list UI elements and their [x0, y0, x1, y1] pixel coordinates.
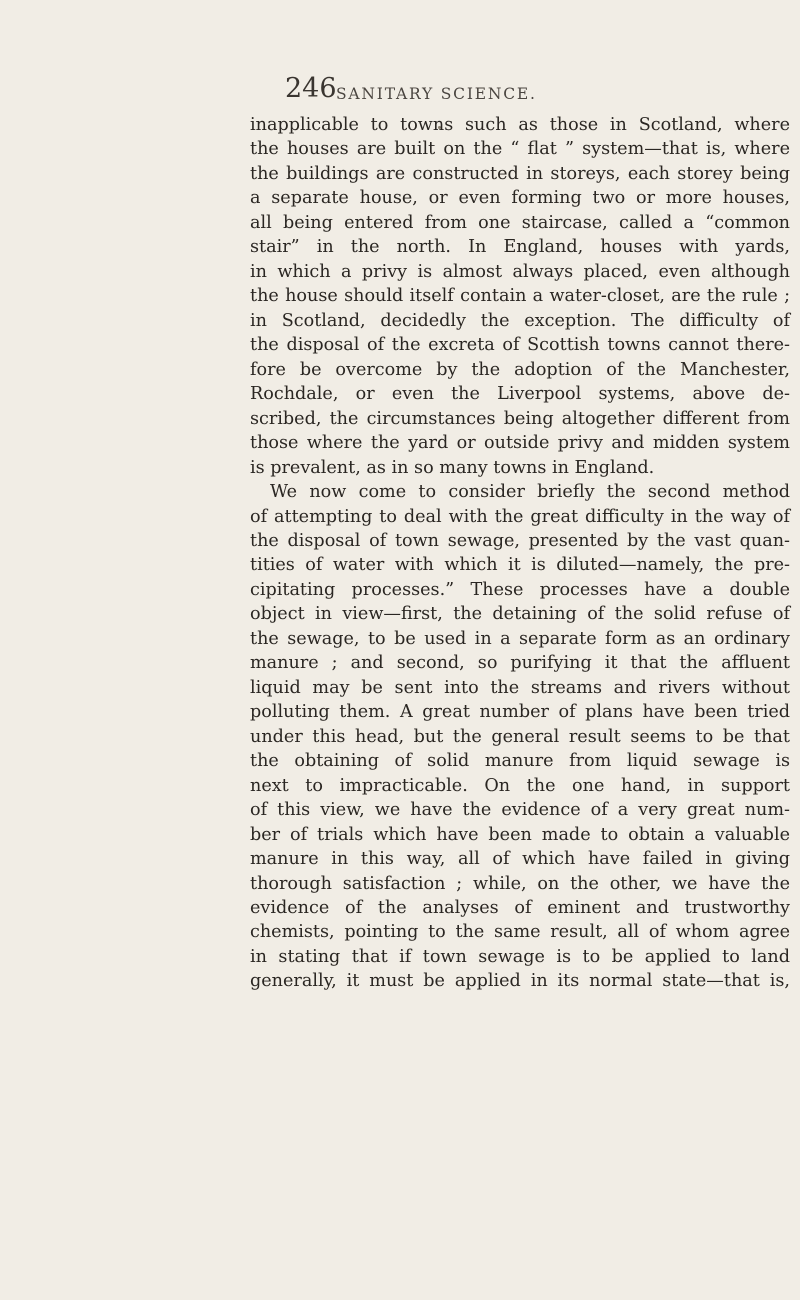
text-line: generally, it must be applied in its normal state—that is,: [250, 971, 790, 992]
text-line: all being entered from one staircase, called a “common: [250, 212, 790, 233]
text-line: tities of water with which it is diluted—namely, the pre-: [250, 555, 790, 576]
text-line: object in view—first, the detaining of the solid refuse of: [250, 604, 790, 625]
text-line: the sewage, to be used in a separate form as an ordinary: [250, 628, 790, 649]
text-line: a separate house, or even forming two or more houses,: [250, 188, 790, 209]
text-line: in Scotland, decidedly the exception. The difficulty of: [250, 310, 790, 331]
text-line: evidence of the analyses of eminent and trustworthy: [250, 898, 790, 918]
text-line: manure in this way, all of which have failed in giving: [250, 849, 790, 870]
text-line: stair” in the north. In England, houses with yards,: [250, 237, 790, 258]
text-line: the disposal of the excreta of Scottish towns cannot there-: [250, 335, 790, 356]
text-line: the buildings are constructed in storeys, each storey being: [250, 163, 790, 184]
text-line: fore be overcome by the adoption of the Manchester,: [250, 359, 790, 380]
text-line: of this view, we have the evidence of a very great num-: [250, 800, 790, 821]
text-line: Rochdale, or even the Liverpool systems, above de-: [250, 384, 790, 405]
text-line: inapplicable to towns such as those in Scotland, where: [250, 115, 790, 135]
text-line: chemists, pointing to the same result, all of whom agree: [250, 922, 790, 943]
running-title: SANITARY SCIENCE.: [336, 85, 537, 103]
text-line: liquid may be sent into the streams and rivers without: [250, 677, 790, 698]
paragraph-start-line: We now come to consider briefly the second method: [270, 482, 790, 503]
text-line: thorough satisfaction ; while, on the other, we have the: [250, 873, 790, 894]
text-line: the obtaining of solid manure from liquid sewage is: [250, 751, 790, 772]
body-text: [250, 113, 790, 994]
text-line: in which a privy is almost always placed, even although: [250, 261, 790, 282]
text-line: manure ; and second, so purifying it that the affluent: [250, 653, 790, 674]
text-line: next to impracticable. On the one hand, in support: [250, 775, 790, 796]
paragraph-end-line: is prevalent, as in so many towns in England.: [250, 457, 655, 478]
text-line: in stating that if town sewage is to be applied to land: [250, 946, 790, 967]
page-number: 246: [285, 73, 337, 104]
text-line: under this head, but the general result seems to be that: [250, 726, 790, 747]
text-line: ber of trials which have been made to obtain a valuable: [250, 824, 790, 845]
text-line: those where the yard or outside privy and midden system: [250, 433, 790, 454]
text-line: polluting them. A great number of plans have been tried: [250, 702, 790, 723]
text-line: of attempting to deal with the great difficulty in the way of: [250, 506, 790, 527]
text-line: the disposal of town sewage, presented by the vast quan-: [250, 530, 790, 551]
text-line: the house should itself contain a water-closet, are the rule ;: [250, 286, 790, 307]
text-line: cipitating processes.” These processes have a double: [250, 579, 790, 600]
text-line: the houses are built on the “ flat ” system—that is, where: [250, 139, 790, 160]
text-line: scribed, the circumstances being altogether different from: [250, 408, 790, 429]
